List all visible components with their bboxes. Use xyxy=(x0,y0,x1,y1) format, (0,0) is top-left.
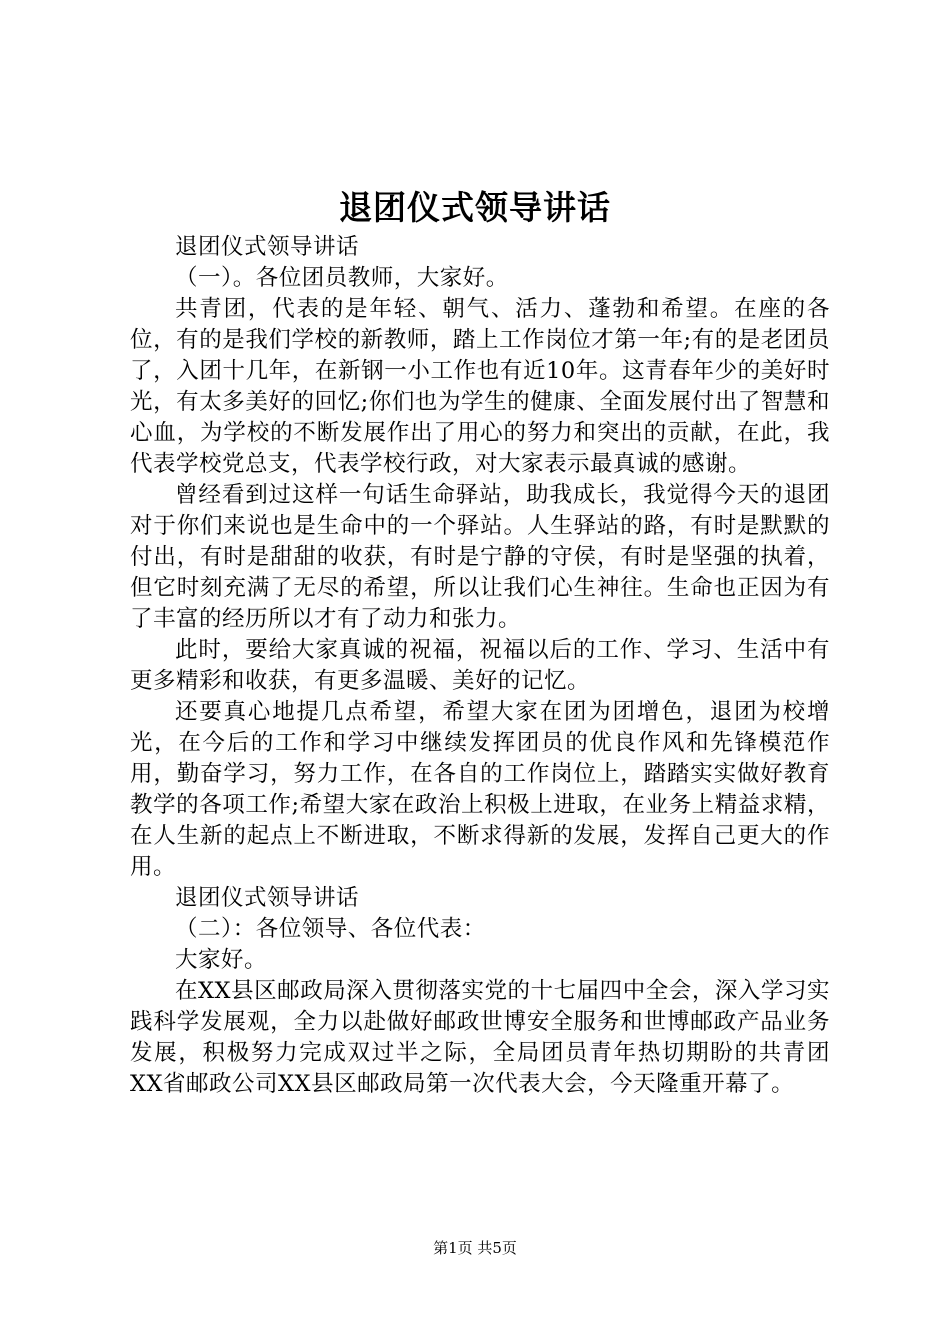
body-paragraph: 曾经看到过这样一句话生命驿站，助我成长，我觉得今天的退团对于你们来说也是生命中的一个驿站。人生驿站的路，有时是默默的付出，有时是甜甜的收获，有时是宁静的守侯，有时是坚强的执着，但它时刻充满了无尽的希望，所以让我们心生神往。生命也正因为有了丰富的经历所以才有了动力和张力。 xyxy=(130,482,830,632)
body-paragraph: 退团仪式领导讲话 xyxy=(175,885,360,911)
body-paragraph: 退团仪式领导讲话 xyxy=(175,234,360,260)
body-paragraph: （一）。各位团员教师，大家好。 xyxy=(175,265,509,291)
body-paragraph: 大家好。 xyxy=(175,947,268,973)
page-number-footer: 第1页 共5页 xyxy=(433,1239,517,1257)
document-title: 退团仪式领导讲话 xyxy=(339,188,611,227)
body-paragraph: 还要真心地提几点希望，希望大家在团为团增色，退团为校增光，在今后的工作和学习中继续发挥团员的优良作风和先锋模范作用，勤奋学习，努力工作，在各自的工作岗位上，踏踏实实做好教育教学的各项工作;希望大家在政治上积极上进取，在业务上精益求精，在人生新的起点上不断进取，不断求得新的发展，发挥自己更大的作用。 xyxy=(130,699,830,880)
body-paragraph: 此时，要给大家真诚的祝福，祝福以后的工作、学习、生活中有更多精彩和收获，有更多温暖、美好的记忆。 xyxy=(130,637,830,694)
document-body xyxy=(130,232,830,1100)
body-paragraph: 在XX县区邮政局深入贯彻落实党的十七届四中全会，深入学习实践科学发展观，全力以赴做好邮政世博安全服务和世博邮政产品业务发展，积极努力完成双过半之际，全局团员青年热切期盼的共青团XX省邮政公司XX县区邮政局第一次代表大会，今天隆重开幕了。 xyxy=(130,978,830,1097)
body-paragraph: 共青团，代表的是年轻、朝气、活力、蓬勃和希望。在座的各位，有的是我们学校的新教师，踏上工作岗位才第一年;有的是老团员了，入团十几年，在新钢一小工作也有近10年。这青春年少的美好时光，有太多美好的回忆;你们也为学生的健康、全面发展付出了智慧和心血，为学校的不断发展作出了用心的努力和突出的贡献，在此，我代表学校党总支，代表学校行政，对大家表示最真诚的感谢。 xyxy=(130,296,830,477)
body-paragraph: （二）：各位领导、各位代表： xyxy=(175,916,486,942)
